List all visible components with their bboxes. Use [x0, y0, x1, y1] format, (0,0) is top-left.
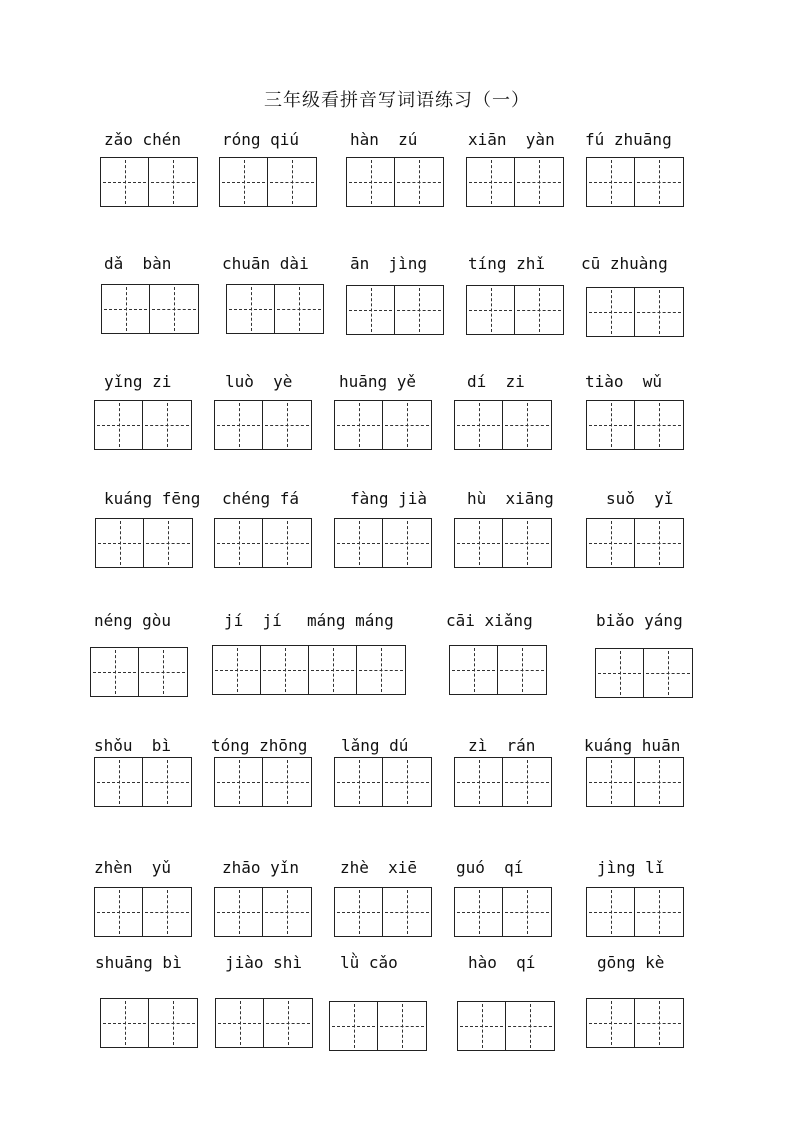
pinyin-label: zì rán [468, 736, 536, 755]
grid-cell[interactable] [347, 158, 395, 206]
pinyin-label: chéng fá [222, 489, 300, 508]
writing-grid[interactable] [90, 647, 188, 697]
grid-cell[interactable] [139, 648, 187, 696]
grid-cell[interactable] [335, 401, 383, 449]
pinyin-label: jìng lǐ [597, 858, 665, 877]
pinyin-label: hào qí [468, 953, 536, 972]
grid-cell[interactable] [644, 649, 692, 697]
pinyin-label: hàn zú [350, 130, 418, 149]
grid-cell[interactable] [263, 888, 311, 936]
grid-cell[interactable] [467, 286, 515, 334]
pinyin-label: lǎng dú [341, 736, 409, 755]
writing-grid[interactable] [334, 887, 432, 937]
pinyin-label: xiān yàn [468, 130, 555, 149]
grid-cell[interactable] [506, 1002, 554, 1050]
writing-grid[interactable] [219, 157, 317, 207]
grid-cell[interactable] [455, 758, 503, 806]
grid-cell[interactable] [263, 758, 311, 806]
writing-grid[interactable] [586, 887, 684, 937]
grid-cell[interactable] [91, 648, 139, 696]
grid-cell[interactable] [268, 158, 316, 206]
grid-cell[interactable] [587, 401, 635, 449]
grid-cell[interactable] [450, 646, 498, 694]
writing-grid[interactable] [100, 998, 198, 1048]
page-title: 三年级看拼音写词语练习（一） [264, 90, 530, 111]
writing-grid[interactable] [329, 1001, 427, 1051]
grid-cell[interactable] [150, 285, 198, 333]
grid-cell[interactable] [635, 888, 683, 936]
grid-cell[interactable] [587, 519, 635, 567]
grid-cell[interactable] [395, 286, 443, 334]
writing-grid[interactable] [214, 400, 312, 450]
grid-cell[interactable] [635, 758, 683, 806]
pinyin-label: tiào wǔ [585, 372, 663, 391]
pinyin-label: kuáng huān [584, 736, 681, 755]
pinyin-label: dí zi [467, 372, 525, 391]
grid-cell[interactable] [263, 519, 311, 567]
grid-cell[interactable] [383, 758, 431, 806]
grid-cell[interactable] [261, 646, 309, 694]
grid-cell[interactable] [587, 888, 635, 936]
grid-cell[interactable] [455, 888, 503, 936]
grid-cell[interactable] [347, 286, 395, 334]
grid-cell[interactable] [95, 401, 143, 449]
pinyin-label: cāi xiǎng [446, 611, 533, 630]
grid-cell[interactable] [143, 401, 191, 449]
writing-grid[interactable] [214, 757, 312, 807]
pinyin-label: chuān dài [222, 254, 309, 273]
pinyin-label: cū zhuàng [581, 254, 668, 273]
pinyin-label: hù xiāng [467, 489, 554, 508]
grid-cell[interactable] [335, 519, 383, 567]
grid-cell[interactable] [96, 519, 144, 567]
writing-grid[interactable] [449, 645, 547, 695]
pinyin-label: luò yè [225, 372, 293, 391]
pinyin-label: zhèn yǔ [94, 858, 172, 877]
grid-cell[interactable] [143, 758, 191, 806]
pinyin-label: gōng kè [597, 953, 665, 972]
writing-grid[interactable] [586, 157, 684, 207]
grid-cell[interactable] [503, 401, 551, 449]
grid-cell[interactable] [275, 285, 323, 333]
grid-cell[interactable] [383, 519, 431, 567]
grid-cell[interactable] [227, 285, 275, 333]
writing-grid[interactable] [215, 998, 313, 1048]
writing-grid[interactable] [214, 887, 312, 937]
grid-cell[interactable] [357, 646, 405, 694]
grid-cell[interactable] [587, 158, 635, 206]
writing-grid[interactable] [586, 400, 684, 450]
writing-grid[interactable] [454, 400, 552, 450]
grid-cell[interactable] [335, 888, 383, 936]
grid-cell[interactable] [383, 401, 431, 449]
grid-cell[interactable] [587, 288, 635, 336]
grid-cell[interactable] [503, 519, 551, 567]
grid-cell[interactable] [455, 401, 503, 449]
grid-cell[interactable] [213, 646, 261, 694]
pinyin-label: zhāo yǐn [222, 858, 300, 877]
grid-cell[interactable] [144, 519, 192, 567]
writing-grid[interactable] [586, 518, 684, 568]
pinyin-label: guó qí [456, 858, 524, 877]
grid-cell[interactable] [635, 401, 683, 449]
pinyin-label: yǐng zi [104, 372, 172, 391]
writing-grid[interactable] [466, 157, 564, 207]
grid-cell[interactable] [95, 888, 143, 936]
grid-cell[interactable] [455, 519, 503, 567]
grid-cell[interactable] [309, 646, 357, 694]
grid-cell[interactable] [215, 401, 263, 449]
grid-cell[interactable] [264, 999, 312, 1047]
grid-cell[interactable] [503, 758, 551, 806]
grid-cell[interactable] [596, 649, 644, 697]
writing-grid[interactable] [94, 887, 192, 937]
grid-cell[interactable] [216, 999, 264, 1047]
pinyin-label: róng qiú [222, 130, 300, 149]
grid-cell[interactable] [635, 519, 683, 567]
writing-grid[interactable] [334, 400, 432, 450]
grid-cell[interactable] [635, 288, 683, 336]
pinyin-label: dǎ bàn [104, 254, 172, 273]
writing-grid[interactable] [94, 400, 192, 450]
grid-cell[interactable] [143, 888, 191, 936]
grid-cell[interactable] [498, 646, 546, 694]
pinyin-label: suǒ yǐ [606, 489, 674, 508]
writing-grid[interactable] [101, 284, 199, 334]
grid-cell[interactable] [503, 888, 551, 936]
grid-cell[interactable] [101, 158, 149, 206]
pinyin-label: tóng zhōng [211, 736, 308, 755]
grid-cell[interactable] [378, 1002, 426, 1050]
grid-cell[interactable] [395, 158, 443, 206]
grid-cell[interactable] [149, 999, 197, 1047]
pinyin-label: jí jí [224, 611, 282, 630]
grid-cell[interactable] [587, 999, 635, 1047]
grid-cell[interactable] [101, 999, 149, 1047]
grid-cell[interactable] [330, 1002, 378, 1050]
pinyin-label: ān jìng [350, 254, 428, 273]
pinyin-label: zhè xiē [340, 858, 418, 877]
pinyin-label: zǎo chén [104, 130, 182, 149]
writing-grid[interactable] [454, 757, 552, 807]
grid-cell[interactable] [335, 758, 383, 806]
writing-grid[interactable] [334, 518, 432, 568]
writing-grid[interactable] [457, 1001, 555, 1051]
pinyin-label: shǒu bì [94, 736, 172, 755]
grid-cell[interactable] [458, 1002, 506, 1050]
grid-cell[interactable] [635, 158, 683, 206]
grid-cell[interactable] [383, 888, 431, 936]
pinyin-label: jiào shì [225, 953, 303, 972]
pinyin-label: huāng yě [339, 372, 417, 391]
grid-cell[interactable] [515, 158, 563, 206]
grid-cell[interactable] [215, 758, 263, 806]
grid-cell[interactable] [220, 158, 268, 206]
writing-grid[interactable] [212, 645, 406, 695]
pinyin-label: máng máng [307, 611, 394, 630]
pinyin-label: shuāng bì [95, 953, 182, 972]
grid-cell[interactable] [467, 158, 515, 206]
pinyin-label: néng gòu [94, 611, 172, 630]
grid-cell[interactable] [587, 758, 635, 806]
pinyin-label: lǜ cǎo [340, 953, 398, 972]
writing-grid[interactable] [466, 285, 564, 335]
writing-grid[interactable] [586, 998, 684, 1048]
pinyin-label: fú zhuāng [585, 130, 672, 149]
pinyin-label: tíng zhǐ [468, 254, 546, 273]
writing-grid[interactable] [586, 287, 684, 337]
writing-grid[interactable] [95, 518, 193, 568]
grid-cell[interactable] [215, 519, 263, 567]
pinyin-label: biǎo yáng [596, 611, 683, 630]
writing-grid[interactable] [94, 757, 192, 807]
writing-grid[interactable] [226, 284, 324, 334]
writing-grid[interactable] [100, 157, 198, 207]
writing-grid[interactable] [586, 757, 684, 807]
writing-grid[interactable] [595, 648, 693, 698]
grid-cell[interactable] [102, 285, 150, 333]
writing-grid[interactable] [214, 518, 312, 568]
grid-cell[interactable] [215, 888, 263, 936]
writing-grid[interactable] [454, 887, 552, 937]
grid-cell[interactable] [635, 999, 683, 1047]
grid-cell[interactable] [515, 286, 563, 334]
writing-grid[interactable] [454, 518, 552, 568]
writing-grid[interactable] [346, 157, 444, 207]
grid-cell[interactable] [149, 158, 197, 206]
writing-grid[interactable] [346, 285, 444, 335]
pinyin-label: fàng jià [350, 489, 428, 508]
grid-cell[interactable] [263, 401, 311, 449]
pinyin-label: kuáng fēng [104, 489, 201, 508]
writing-grid[interactable] [334, 757, 432, 807]
grid-cell[interactable] [95, 758, 143, 806]
